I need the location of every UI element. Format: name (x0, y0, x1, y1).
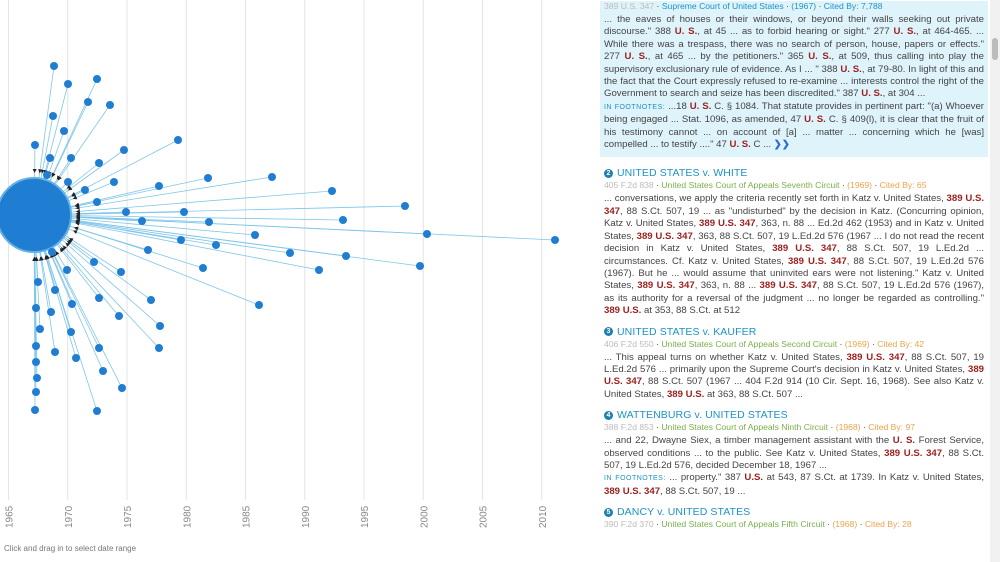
citation-edge (34, 215, 420, 266)
citation-text: 406 F.2d 550 (604, 338, 654, 349)
citing-case-node[interactable] (339, 216, 347, 224)
footnote-text: ...18 U. S. C. § 1084. That statute provides in pertinent part: "(a) Whoever being engaged ... Stat. 1096, as amended, 47 U. S. C. § 409(l), it is clear that the fruit of his testimony cannot ... on account of [a] ... matter ... concerning which he [was] compelled ... to testify ...." 47 U. S. C ... (604, 100, 984, 151)
citing-case-node[interactable] (251, 231, 259, 239)
result-meta: 406 F.2d 550 · United States Court of Appeals Second Circuit · (1969) · Cited By: 42 (604, 338, 925, 349)
citing-case-node[interactable] (48, 248, 56, 256)
citing-case-node[interactable] (155, 182, 163, 190)
court-name: United States Court of Appeals Fifth Circuit (661, 519, 825, 530)
axis-tick-1985: 1985 (241, 505, 253, 528)
citing-case-node[interactable] (110, 178, 118, 186)
citing-case-node[interactable] (32, 304, 40, 312)
result-meta: 388 F.2d 853 · United States Court of Appeals Ninth Circuit · (1968) · Cited By: 97 (604, 422, 915, 433)
axis-tick-2010: 2010 (537, 505, 549, 528)
cited-by-count[interactable]: Cited By: 65 (879, 180, 927, 191)
citation-text: 389 U.S. 347 (604, 1, 655, 11)
result-snippet: ... This appeal turns on whether Katz v. United States, 389 U.S. 347, 88 S.Ct. 507, 19 L.Ed.2d 576 ... primarily upon the Supreme Court's decision in Katz v. United States, 389 U.S. 347, 88 S.Ct. 507 (1967 ... 404 F.2d 914 (10 Cir. Sept. 16, 1968). See also Katz v. United States, 389 U.S. at 363, 88 S.Ct. 507 ... (604, 351, 984, 400)
citing-case-node[interactable] (32, 388, 40, 396)
citation-edges (34, 66, 555, 411)
case-title-link[interactable]: UNITED STATES v. WHITE (617, 167, 748, 180)
axis-tick-2005: 2005 (478, 505, 490, 528)
axis-tick-2015 (597, 505, 598, 528)
footnote-snippet (604, 472, 984, 498)
citing-case-node[interactable] (50, 62, 58, 70)
citing-case-node[interactable] (32, 358, 40, 366)
citing-case-node[interactable] (43, 171, 51, 179)
citing-case-node[interactable] (138, 217, 146, 225)
citing-case-node[interactable] (204, 174, 212, 182)
citing-case-node[interactable] (31, 406, 39, 414)
result-snippet: ... and 22, Dwayne Siex, a timber management assistant with the U. S. Forest Service, observed conditions ... to the public. See Katz v. United States, 389 U.S. 347, 88 S.Ct. 507, 19 L.Ed.2d 576, decided December 18, 1967 ... (604, 435, 984, 471)
axis-tick-1970: 1970 (63, 505, 75, 528)
case-title-link[interactable]: DANCY v. UNITED STATES (617, 506, 751, 519)
result-number-badge: 5 (604, 508, 613, 517)
court-name: Supreme Court of United States (661, 1, 784, 11)
decision-year: (1969) (847, 180, 873, 191)
citing-case-node[interactable] (174, 136, 182, 144)
citing-case-node[interactable] (342, 252, 350, 260)
citing-case-node[interactable] (31, 141, 39, 149)
citing-case-node[interactable] (49, 112, 57, 120)
scrollbar-thumb[interactable] (992, 38, 998, 60)
citing-case-node[interactable] (212, 241, 220, 249)
citing-case-node[interactable] (255, 301, 263, 309)
citing-case-node[interactable] (122, 208, 130, 216)
hub-node-katz[interactable] (0, 178, 71, 252)
footnote-snippet (604, 101, 984, 152)
citing-case-node[interactable] (93, 198, 101, 206)
citing-case-node[interactable] (95, 344, 103, 352)
citing-case-node[interactable] (72, 354, 80, 362)
citing-case-node[interactable] (67, 154, 75, 162)
citing-case-node[interactable] (416, 262, 424, 270)
citing-case-node[interactable] (180, 208, 188, 216)
citing-case-node[interactable] (32, 342, 40, 350)
citing-case-node[interactable] (118, 384, 126, 392)
court-name: United States Court of Appeals Ninth Circuit (661, 422, 829, 433)
citing-case-node[interactable] (328, 187, 336, 195)
result-card-dancy[interactable] (600, 504, 988, 538)
citing-case-node[interactable] (81, 186, 89, 194)
citing-case-node[interactable] (155, 344, 163, 352)
citing-case-node[interactable] (156, 322, 164, 330)
court-name: United States Court of Appeals Seventh Circuit (661, 180, 840, 191)
result-card-white[interactable] (600, 165, 988, 323)
citing-case-node[interactable] (51, 348, 59, 356)
citing-case-node[interactable] (199, 264, 207, 272)
citing-case-node[interactable] (93, 407, 101, 415)
result-card-katz[interactable] (600, 1, 988, 157)
citing-case-node[interactable] (115, 312, 123, 320)
citing-case-node[interactable] (63, 266, 71, 274)
date-range-hint: Click and drag in to select date range (4, 544, 137, 553)
citing-case-node[interactable] (46, 154, 54, 162)
case-title-link[interactable]: WATTENBURG v. UNITED STATES (617, 409, 788, 422)
result-number-badge: 3 (604, 327, 613, 336)
panel-scrollbar[interactable] (990, 0, 1000, 562)
axis-tick-1990: 1990 (300, 505, 312, 528)
citing-case-node[interactable] (64, 178, 72, 186)
cited-by-count[interactable]: Cited By: 97 (868, 422, 915, 433)
citing-case-node[interactable] (99, 367, 107, 375)
citing-case-node[interactable] (34, 278, 42, 286)
citing-case-node[interactable] (51, 286, 59, 294)
citing-case-node[interactable] (144, 246, 152, 254)
axis-tick-2000: 2000 (419, 505, 431, 528)
court-name: United States Court of Appeals Second Circuit (661, 338, 838, 349)
citing-case-node[interactable] (315, 266, 323, 274)
footnote-text: ... property." 387 U.S. at 543, 87 S.Ct. at 1739. In Katz v. United States, 389 U.S. 347, 88 S.Ct. 507, 19 ... (604, 472, 984, 497)
result-meta: 405 F.2d 838 · United States Court of Appeals Seventh Circuit · (1969) · Cited By: 65 (604, 180, 927, 191)
cited-by-count[interactable]: Cited By: 28 (864, 519, 912, 530)
citing-case-node[interactable] (268, 173, 276, 181)
citing-case-node[interactable] (84, 98, 92, 106)
axis-tick-1995: 1995 (360, 505, 371, 528)
axis-tick-1965: 1965 (4, 505, 16, 528)
result-meta: 389 U.S. 347 · Supreme Court of United States · (1967) · Cited By: 7,788 (604, 1, 883, 11)
citing-case-node[interactable] (95, 159, 103, 167)
cited-by-count[interactable]: Cited By: 42 (877, 338, 925, 349)
citing-case-node[interactable] (47, 308, 55, 316)
decision-year: (1968) (835, 422, 861, 433)
footnote-label: IN FOOTNOTES: (604, 475, 666, 483)
citing-case-node[interactable] (286, 249, 294, 257)
expand-more-icon[interactable]: ❯❯ (773, 139, 790, 151)
citing-case-node[interactable] (90, 258, 98, 266)
citing-case-node[interactable] (60, 127, 68, 135)
citing-case-node[interactable] (423, 230, 431, 238)
decision-year: (1969) (844, 338, 870, 349)
citation-text: 388 F.2d 853 (604, 422, 654, 433)
citation-text: 390 F.2d 370 (604, 519, 654, 530)
results-panel[interactable] (600, 0, 988, 562)
result-snippet: ... conversations, we apply the criteria recently set forth in Katz v. United States, 389 U.S. 347, 88 S.Ct. 507, 19 ... as "undisturbed" by the decision in Katz. (Concurring opinion, Katz v. United States, 389 U.S. 347, 363, n. 88 ... Ed.2d 462 (1953) and in Katz v. United States, 389 U.S. 347, 363, 88 S.Ct. 507, 19 L.Ed.2d 576 (1967 ... I do not read the recent decision in Katz v. United States, 389 U.S. 347, 88 S.Ct. 507, 19 L.Ed.2d ... circumstances. Cf. Katz v. United States, 389 U.S. 347, 88 S.Ct. 507, 19 L.Ed.2d 576 (1967). But he ... would assume that uninvited ears were not listening." Katz v. United States, 389 U.S. 347, 363, n. 88 ... 389 U.S. 347, 88 S.Ct. 507, 19 L.Ed.2d 576 (1967), as its authority for a reversal of the judgment ... no longer be regarded as controlling." 389 U.S. at 353, 88 S.Ct. at 512 (604, 193, 985, 317)
case-title-link[interactable]: UNITED STATES v. KAUFER (617, 325, 757, 338)
citing-case-node[interactable] (120, 146, 128, 154)
citing-case-node[interactable] (36, 325, 44, 333)
result-number-badge: 4 (604, 411, 613, 420)
citing-case-node[interactable] (95, 294, 103, 302)
citation-text: 405 F.2d 838 (604, 180, 654, 191)
citing-case-node[interactable] (551, 236, 559, 244)
citing-case-node[interactable] (93, 75, 101, 83)
citing-case-node[interactable] (106, 101, 114, 109)
citing-case-node[interactable] (117, 268, 125, 276)
decision-year: (1967) (791, 1, 817, 11)
cited-by-count[interactable]: Cited By: 7,788 (823, 1, 883, 11)
axis-tick-1980: 1980 (182, 505, 194, 528)
citing-case-node[interactable] (205, 218, 213, 226)
citing-case-node[interactable] (401, 202, 409, 210)
footnote-label: IN FOOTNOTES: (604, 103, 666, 111)
citing-case-node[interactable] (67, 328, 75, 336)
citing-case-node[interactable] (147, 296, 155, 304)
axis-tick-1975: 1975 (123, 505, 134, 528)
result-meta: 390 F.2d 370 · United States Court of Appeals Fifth Circuit · (1968) · Cited By: 28 (604, 519, 912, 530)
result-card-wattenburg[interactable] (600, 407, 988, 504)
result-card-kaufer[interactable] (600, 324, 988, 408)
citing-case-node[interactable] (33, 374, 41, 382)
decision-year: (1968) (832, 519, 858, 530)
citing-case-node[interactable] (177, 236, 185, 244)
citing-case-node[interactable] (68, 300, 76, 308)
result-snippet: ... the eaves of houses or their windows, or beyond their walls seeking out private discourse." 388 U. S., at 45 ... as to forbid hearing or sight." 277 U. S., at 464-465. ... While there was a trespass, there was no search of person, house, papers or effects." 277 U. S., at 465 ... by the petitioners." 365 U. S., at 509, thus calling into play the supervisory exclusionary rule of evidence. As I ... " 388 U. S., at 79-80. In light of this and the fact that the Court expressly refused to re-examine ... interests control the right of the Government to search and seize has been discredited." 387 U. S., at 304 ... (604, 14, 985, 100)
result-number-badge: 2 (604, 169, 613, 178)
year-axis (5, 505, 599, 528)
citing-case-node[interactable] (64, 80, 72, 88)
arrowhead (33, 169, 37, 173)
